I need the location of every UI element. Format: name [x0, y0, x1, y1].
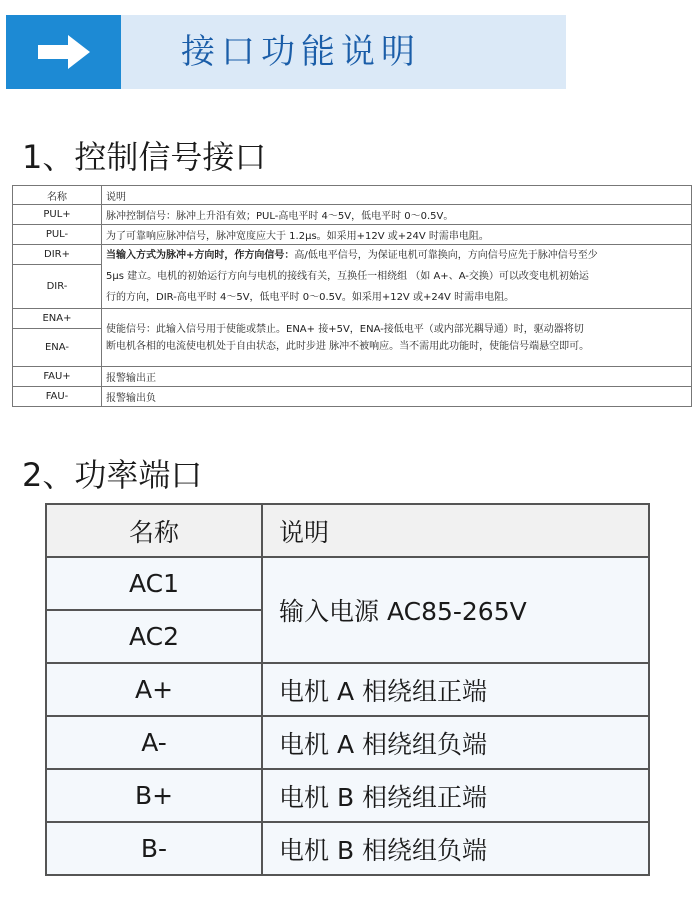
signal-name-dir-minus: DIR-: [13, 265, 102, 309]
dir-desc-line3: 行的方向，DIR-高电平时 4～5V，低电平时 0～0.5V。如采用+12V 或+24V 时需串电阻。: [106, 292, 515, 303]
header-name-cell: 名称: [13, 186, 102, 205]
port-desc-a-plus: 电机 A 相绕组正端: [262, 663, 649, 716]
header-desc-cell: 说明: [102, 186, 692, 205]
ena-desc-line2: 断电机各相的电流使电机处于自由状态，此时步进 脉冲不被响应。当不需用此功能时，使能信号端悬空即可。: [106, 340, 590, 352]
dir-desc-line1: [106, 245, 687, 266]
signal-name-fau-minus: FAU-: [13, 387, 102, 407]
header-desc-cell: 说明: [262, 504, 649, 557]
signal-desc-dir: [102, 245, 692, 309]
port-name-ac1: AC1: [46, 557, 262, 610]
signal-desc-ena: [102, 309, 692, 367]
section-heading-power-port: 2、功率端口: [22, 456, 203, 494]
port-desc-a-minus: 电机 A 相绕组负端: [262, 716, 649, 769]
page-title: 接口功能说明: [181, 32, 421, 72]
signal-name-fau-plus: FAU+: [13, 367, 102, 387]
table-row: [13, 387, 692, 407]
section-heading-control-signal: 1、控制信号接口: [22, 138, 267, 176]
arrow-box: [6, 15, 121, 89]
table-row: [46, 663, 649, 716]
table-row: [46, 557, 649, 610]
port-name-b-minus: B-: [46, 822, 262, 875]
port-name-a-plus: A+: [46, 663, 262, 716]
port-desc-ac: 输入电源 AC85-265V: [262, 557, 649, 663]
signal-name-dir-plus: DIR+: [13, 245, 102, 265]
dir-desc-line1-text: 高/低电平信号，为保证电机可靠换向，方向信号应先于脉冲信号至少: [294, 250, 598, 261]
dir-desc-line2: 5μs 建立。电机的初始运行方向与电机的接线有关，互换任一相绕组 （如 A+、A-交换）可以改变电机初始运: [106, 271, 589, 282]
port-desc-b-plus: 电机 B 相绕组正端: [262, 769, 649, 822]
table-row: [13, 205, 692, 225]
header-banner: [6, 15, 566, 89]
signal-name-ena-plus: ENA+: [13, 309, 102, 329]
table-header-row: [46, 504, 649, 557]
table-row: [13, 225, 692, 245]
port-desc-b-minus: 电机 B 相绕组负端: [262, 822, 649, 875]
signal-desc-fau-plus: 报警输出正: [102, 367, 692, 387]
signal-desc-fau-minus: 报警输出负: [102, 387, 692, 407]
ena-desc-line1: 使能信号：此输入信号用于使能或禁止。ENA+ 接+5V，ENA-接低电平（或内部光耦导通）时，驱动器将切: [106, 323, 584, 335]
table-row: [46, 769, 649, 822]
table-row: [13, 367, 692, 387]
signal-desc-pul-minus: 为了可靠响应脉冲信号，脉冲宽度应大于 1.2μs。如采用+12V 或+24V 时需串电阻。: [102, 225, 692, 245]
right-arrow-icon: [38, 35, 90, 69]
header-name-cell: 名称: [46, 504, 262, 557]
port-name-a-minus: A-: [46, 716, 262, 769]
power-port-table: [45, 503, 650, 876]
table-header-row: [13, 186, 692, 205]
table-row: [46, 822, 649, 875]
signal-name-pul-minus: PUL-: [13, 225, 102, 245]
signal-name-pul-plus: PUL+: [13, 205, 102, 225]
table-row: [13, 245, 692, 265]
port-name-ac2: AC2: [46, 610, 262, 663]
signal-desc-pul-plus: 脉冲控制信号：脉冲上升沿有效；PUL-高电平时 4～5V，低电平时 0～0.5V。: [102, 205, 692, 225]
control-signal-table: [12, 185, 692, 407]
port-name-b-plus: B+: [46, 769, 262, 822]
signal-name-ena-minus: ENA-: [13, 329, 102, 367]
table-row: [46, 716, 649, 769]
table-row: [13, 309, 692, 329]
dir-desc-bold: 当输入方式为脉冲+方向时，作方向信号：: [106, 250, 295, 261]
